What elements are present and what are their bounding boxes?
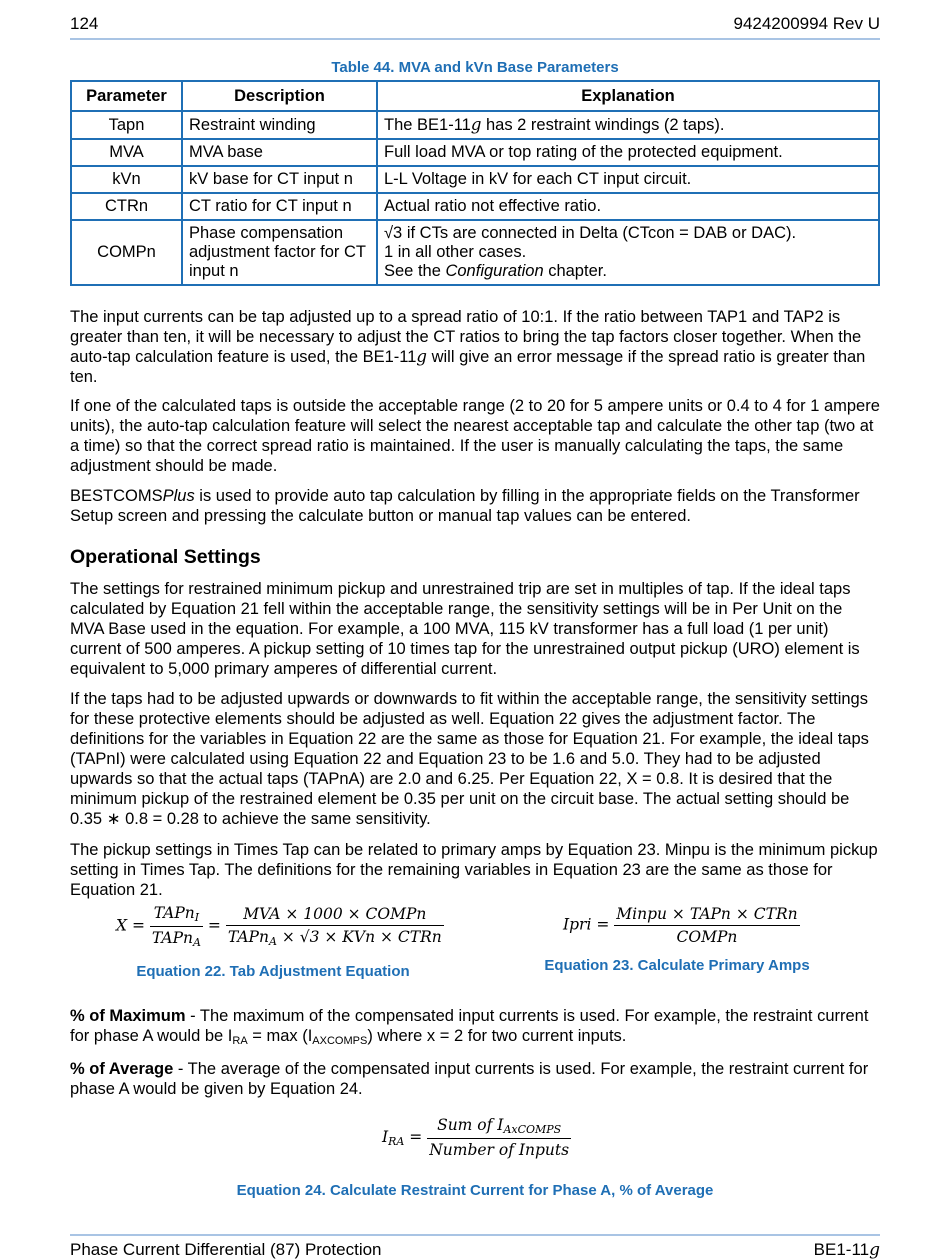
parameters-table: [70, 80, 880, 286]
table-cell: COMPn: [71, 220, 182, 285]
table-cell: L-L Voltage in kV for each CT input circuit.: [377, 166, 879, 193]
table-cell: √3 if CTs are connected in Delta (CTcon = DAB or DAC). 1 in all other cases. See the Configuration chapter.: [377, 220, 879, 285]
table-caption: Table 44. MVA and kVn Base Parameters: [331, 59, 619, 76]
table-row: [71, 220, 879, 285]
table-cell: MVA: [71, 139, 182, 166]
column-header: Explanation: [377, 81, 879, 111]
bold-term: % of Average: [70, 1060, 174, 1078]
paragraph: BESTCOMSPlus is used to provide auto tap calculation by filling in the appropriate fields on the Transformer Setup screen and pressing the calculate button or manual tap values can be entered.: [70, 487, 860, 525]
table-cell: CTRn: [71, 193, 182, 220]
equation-23: Ipri = $\frac{\text{Minpu × TAPn × CTRn}}{\text{COMPn}}$: [563, 905, 798, 946]
paragraph: The input currents can be tap adjusted up to a spread ratio of 10:1. If the ratio between TAP1 and TAP2 is greater than ten, it will be necessary to adjust the CT ratios to bring the tap factors closer together. When the auto-tap calculation feature is used, the BE1-11g will give an error message if the spread ratio is greater than ten.: [70, 308, 866, 386]
paragraph: The pickup settings in Times Tap can be related to primary amps by Equation 23. Minpu is the minimum pickup setting in Times Tap. The definitions for the remaining variables in Equation 23 are the same as those for Equation 21.: [70, 841, 878, 899]
paragraph: If one of the calculated taps is outside the acceptable range (2 to 20 for 5 ampere units or 0.4 to 4 for 1 ampere units), the auto-tap calculation feature will select the nearest acceptable tap and calculate the other tap (two at a time) so that the correct spread ratio is maintained. If the user is manually calculating the taps, the same adjustment should be made.: [70, 397, 880, 475]
equation-24-caption: Equation 24. Calculate Restraint Current for Phase A, % of Average: [236, 1182, 714, 1199]
equation-22: X = $\frac{TAPn_I}{TAPn_A}$ = $\frac{\text{MVA × 1000 × COMPn}}{TAPn_A \times √3 \times KVn \times CTRn}$: [116, 904, 442, 949]
table-cell: Actual ratio not effective ratio.: [377, 193, 879, 220]
table-cell: kVn: [71, 166, 182, 193]
equation-22-caption: Equation 22. Tab Adjustment Equation: [136, 963, 410, 980]
section-heading: Operational Settings: [70, 546, 261, 568]
paragraph: [70, 1006, 880, 1051]
table-row: [71, 193, 879, 220]
bold-term: % of Maximum: [70, 1007, 186, 1025]
page-footer: [70, 1234, 880, 1260]
column-header: Description: [182, 81, 377, 111]
table-cell: CT ratio for CT input n: [182, 193, 377, 220]
table-header-row: [71, 81, 879, 111]
footer-section-title: Phase Current Differential (87) Protection: [70, 1240, 382, 1259]
paragraph-text: - The average of the compensated input currents is used. For example, the restraint current for phase A would be given by Equation 24.: [70, 1060, 869, 1098]
paragraph: [70, 1059, 880, 1099]
equation-24: $I_{RA}$ = $\frac{Sum of I_{AxCOMPS}}{\text{Number of Inputs}}$: [382, 1116, 570, 1159]
footer-product: BE1-11g: [813, 1240, 880, 1260]
document-id: 9424200994 Rev U: [733, 14, 880, 33]
table-cell: Phase compensation adjustment factor for CT input n: [182, 220, 377, 285]
table-cell: Tapn: [71, 111, 182, 139]
table-row: [71, 111, 879, 139]
column-header: Parameter: [71, 81, 182, 111]
table-cell: The BE1-11g has 2 restraint windings (2 taps).: [377, 111, 879, 139]
paragraph-text: - The maximum of the compensated input currents is used. For example, the restraint current for phase A would be $I_{RA} = \max (I_{AXCOMPS})$ where x = 2 for two current inputs.: [70, 1007, 869, 1047]
table-cell: kV base for CT input n: [182, 166, 377, 193]
paragraph: If the taps had to be adjusted upwards or downwards to fit within the acceptable range, the sensitivity settings for these protective elements should be adjusted as well. Equation 22 gives the adjustment factor. The definitions for the variables in Equation 22 are the same as those for Equation 21. For example, the ideal taps (TAPnI) were calculated using Equation 22 and Equation 23 to be 1.6 and 5.0. They had to be adjusted upwards so that the actual taps (TAPnA) are 2.0 and 6.25. Per Equation 22, X = 0.8. It is desired that the minimum pickup of the restrained element be 0.35 per unit on the circuit base. The actual setting should be 0.35 ∗ 0.8 = 0.28 to achieve the same sensitivity.: [70, 690, 869, 828]
table-row: [71, 139, 879, 166]
table-row: [71, 166, 879, 193]
page-number: 124: [70, 14, 99, 33]
table-cell: MVA base: [182, 139, 377, 166]
paragraph: The settings for restrained minimum pickup and unrestrained trip are set in multiples of tap. If the ideal taps calculated by Equation 21 fell within the acceptable range, the sensitivity settings will be in Per Unit on the MVA Base used in the equation. For example, a 100 MVA, 115 kV transformer has a full load (1 per unit) current of 500 amperes. A pickup setting of 10 times tap for the unrestrained output pickup (URO) element is equivalent to 5,000 primary amperes of differential current.: [70, 580, 860, 678]
table-cell: Restraint winding: [182, 111, 377, 139]
equation-23-caption: Equation 23. Calculate Primary Amps: [544, 957, 810, 974]
page-header: [70, 14, 880, 40]
table-cell: Full load MVA or top rating of the protected equipment.: [377, 139, 879, 166]
